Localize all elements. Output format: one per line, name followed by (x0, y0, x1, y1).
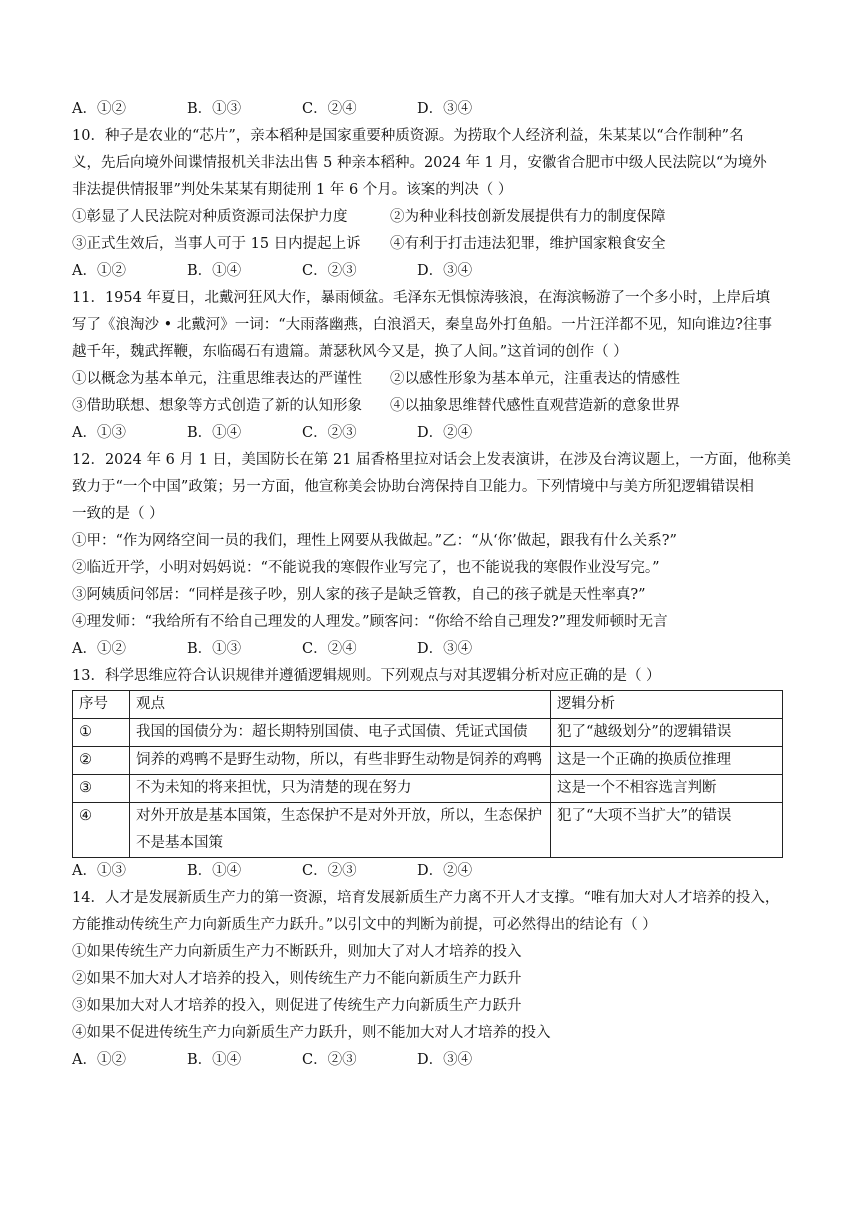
question-stem-line: 义，先后向境外间谍情报机关非法出售 5 种亲本稻种。2024 年 1 月，安徽省合肥市中级人民法院以“为境外 (72, 155, 767, 171)
row-number: ③ (73, 775, 130, 803)
statement-3: ③如果加大对人才培养的投入，则促进了传统生产力向新质生产力跃升 (72, 998, 522, 1014)
logic-table (72, 690, 783, 858)
question-stem-line: 越千年，魏武挥鞭，东临碣石有遗篇。萧瑟秋风今又是，换了人间。”这首词的创作（ ） (72, 344, 628, 360)
option-c: C．②④ (302, 101, 357, 117)
question-stem-line: 一致的是（ ） (72, 506, 164, 522)
question-stem-line: 10．种子是农业的“芯片”，亲本稻种是国家重要种质资源。为捞取个人经济利益，朱某某以“合作制种”名 (72, 128, 744, 144)
statement-2: ②为种业科技创新发展提供有力的制度保障 (390, 209, 666, 225)
option-c: C．②③ (302, 1052, 357, 1068)
statement-3: ③借助联想、想象等方式创造了新的认知形象 (72, 398, 362, 414)
option-b: B．①④ (187, 863, 242, 879)
option-d: D．②④ (417, 863, 473, 879)
row-number: ② (73, 747, 130, 775)
statement-1: ①甲：“作为网络空间一员的我们，理性上网要从我做起。”乙：“从‘你’做起，跟我有什么关系?” (72, 533, 677, 549)
row-view: 对外开放是基本国策，生态保护不是对外开放，所以，生态保护不是基本国策 (130, 803, 551, 858)
q9-options (72, 96, 790, 123)
statement-1: ①彰显了人民法院对种质资源司法保护力度 (72, 209, 348, 225)
question-stem-line: 11．1954 年夏日，北戴河狂风大作，暴雨倾盆。毛泽东无惧惊涛骇浪，在海滨畅游了一个多小时，上岸后填 (72, 290, 770, 306)
option-d: D．③④ (417, 1052, 473, 1068)
statement-2: ②临近开学，小明对妈妈说：“不能说我的寒假作业写完了，也不能说我的寒假作业没写完。” (72, 560, 660, 576)
row-analysis: 这是一个正确的换质位推理 (551, 747, 783, 775)
statement-2: ②如果不加大对人才培养的投入，则传统生产力不能向新质生产力跃升 (72, 971, 522, 987)
header-number: 序号 (73, 691, 130, 719)
question-stem-line: 12．2024 年 6 月 1 日，美国防长在第 21 届香格里拉对话会上发表演讲，在涉及台湾议题上，一方面，他称美 (72, 452, 792, 468)
option-a: A．①② (72, 1052, 126, 1068)
question-11 (72, 285, 790, 447)
statement-4: ④如果不促进传统生产力向新质生产力跃升，则不能加大对人才培养的投入 (72, 1025, 551, 1041)
statement-row (72, 204, 790, 231)
table-row (73, 803, 783, 858)
question-12 (72, 447, 790, 663)
option-a: A．①② (72, 263, 126, 279)
option-b: B．①③ (187, 101, 242, 117)
row-view: 饲养的鸡鸭不是野生动物，所以，有些非野生动物是饲养的鸡鸭 (130, 747, 551, 775)
option-d: D．③④ (417, 641, 473, 657)
table-row (73, 747, 783, 775)
q12-options (72, 636, 790, 663)
question-stem-line: 方能推动传统生产力向新质生产力跃升。”以引文中的判断为前提，可必然得出的结论有（ ） (72, 917, 657, 933)
header-analysis: 逻辑分析 (551, 691, 783, 719)
row-view: 我国的国债分为：超长期特别国债、电子式国债、凭证式国债 (130, 719, 551, 747)
q14-options (72, 1047, 790, 1074)
option-c: C．②③ (302, 263, 357, 279)
statement-4: ④以抽象思维替代感性直观营造新的意象世界 (390, 398, 680, 414)
statement-4: ④有利于打击违法犯罪，维护国家粮食安全 (390, 236, 666, 252)
question-stem-line: 写了《浪淘沙 • 北戴河》一词：“大雨落幽燕，白浪滔天，秦皇岛外打鱼船。一片汪洋都不见，知向谁边?往事 (72, 317, 772, 333)
option-a: A．①② (72, 101, 126, 117)
statement-1: ①以概念为基本单元，注重思维表达的严谨性 (72, 371, 362, 387)
question-stem-line: 13．科学思维应符合认识规律并遵循逻辑规则。下列观点与对其逻辑分析对应正确的是（ ） (72, 668, 661, 684)
option-b: B．①④ (187, 425, 242, 441)
option-c: C．②③ (302, 863, 357, 879)
q10-options (72, 258, 790, 285)
question-13 (72, 663, 790, 885)
row-number: ① (73, 719, 130, 747)
row-view: 不为未知的将来担忧，只为清楚的现在努力 (130, 775, 551, 803)
option-a: A．①③ (72, 425, 126, 441)
q11-options (72, 420, 790, 447)
statement-4: ④理发师：“我给所有不给自己理发的人理发。”顾客问：“你给不给自己理发?”理发师顿时无言 (72, 614, 668, 630)
option-a: A．①③ (72, 863, 126, 879)
option-b: B．①④ (187, 263, 242, 279)
row-analysis: 犯了“大项不当扩大”的错误 (551, 803, 783, 858)
option-d: D．③④ (417, 101, 473, 117)
header-view: 观点 (130, 691, 551, 719)
option-b: B．①④ (187, 1052, 242, 1068)
question-14 (72, 885, 790, 1074)
statement-row (72, 366, 790, 393)
q13-options (72, 858, 790, 885)
question-stem-line: 非法提供情报罪”判处朱某某有期徒刑 1 年 6 个月。该案的判决（ ） (72, 182, 513, 198)
row-number: ④ (73, 803, 130, 858)
option-d: D．③④ (417, 263, 473, 279)
statement-row (72, 393, 790, 420)
statement-row (72, 231, 790, 258)
table-row (73, 775, 783, 803)
statement-1: ①如果传统生产力向新质生产力不断跃升，则加大了对人才培养的投入 (72, 944, 522, 960)
option-c: C．②④ (302, 641, 357, 657)
option-b: B．①③ (187, 641, 242, 657)
exam-page (72, 96, 790, 1074)
statement-3: ③正式生效后，当事人可于 15 日内提起上诉 (72, 236, 361, 252)
row-analysis: 犯了“越级划分”的逻辑错误 (551, 719, 783, 747)
question-10 (72, 123, 790, 285)
statement-2: ②以感性形象为基本单元，注重表达的情感性 (390, 371, 680, 387)
question-stem-line: 致力于“一个中国”政策；另一方面，他宣称美会协助台湾保持自卫能力。下列情境中与美方所犯逻辑错误相 (72, 479, 754, 495)
table-header-row (73, 691, 783, 719)
table-row (73, 719, 783, 747)
option-a: A．①② (72, 641, 126, 657)
row-analysis: 这是一个不相容选言判断 (551, 775, 783, 803)
question-stem-line: 14．人才是发展新质生产力的第一资源，培育发展新质生产力离不开人才支撑。“唯有加大对人才培养的投入， (72, 890, 780, 906)
option-d: D．②④ (417, 425, 473, 441)
statement-3: ③阿姨质问邻居：“同样是孩子吵，别人家的孩子是缺乏管教，自己的孩子就是天性率真?” (72, 587, 646, 603)
option-c: C．②③ (302, 425, 357, 441)
